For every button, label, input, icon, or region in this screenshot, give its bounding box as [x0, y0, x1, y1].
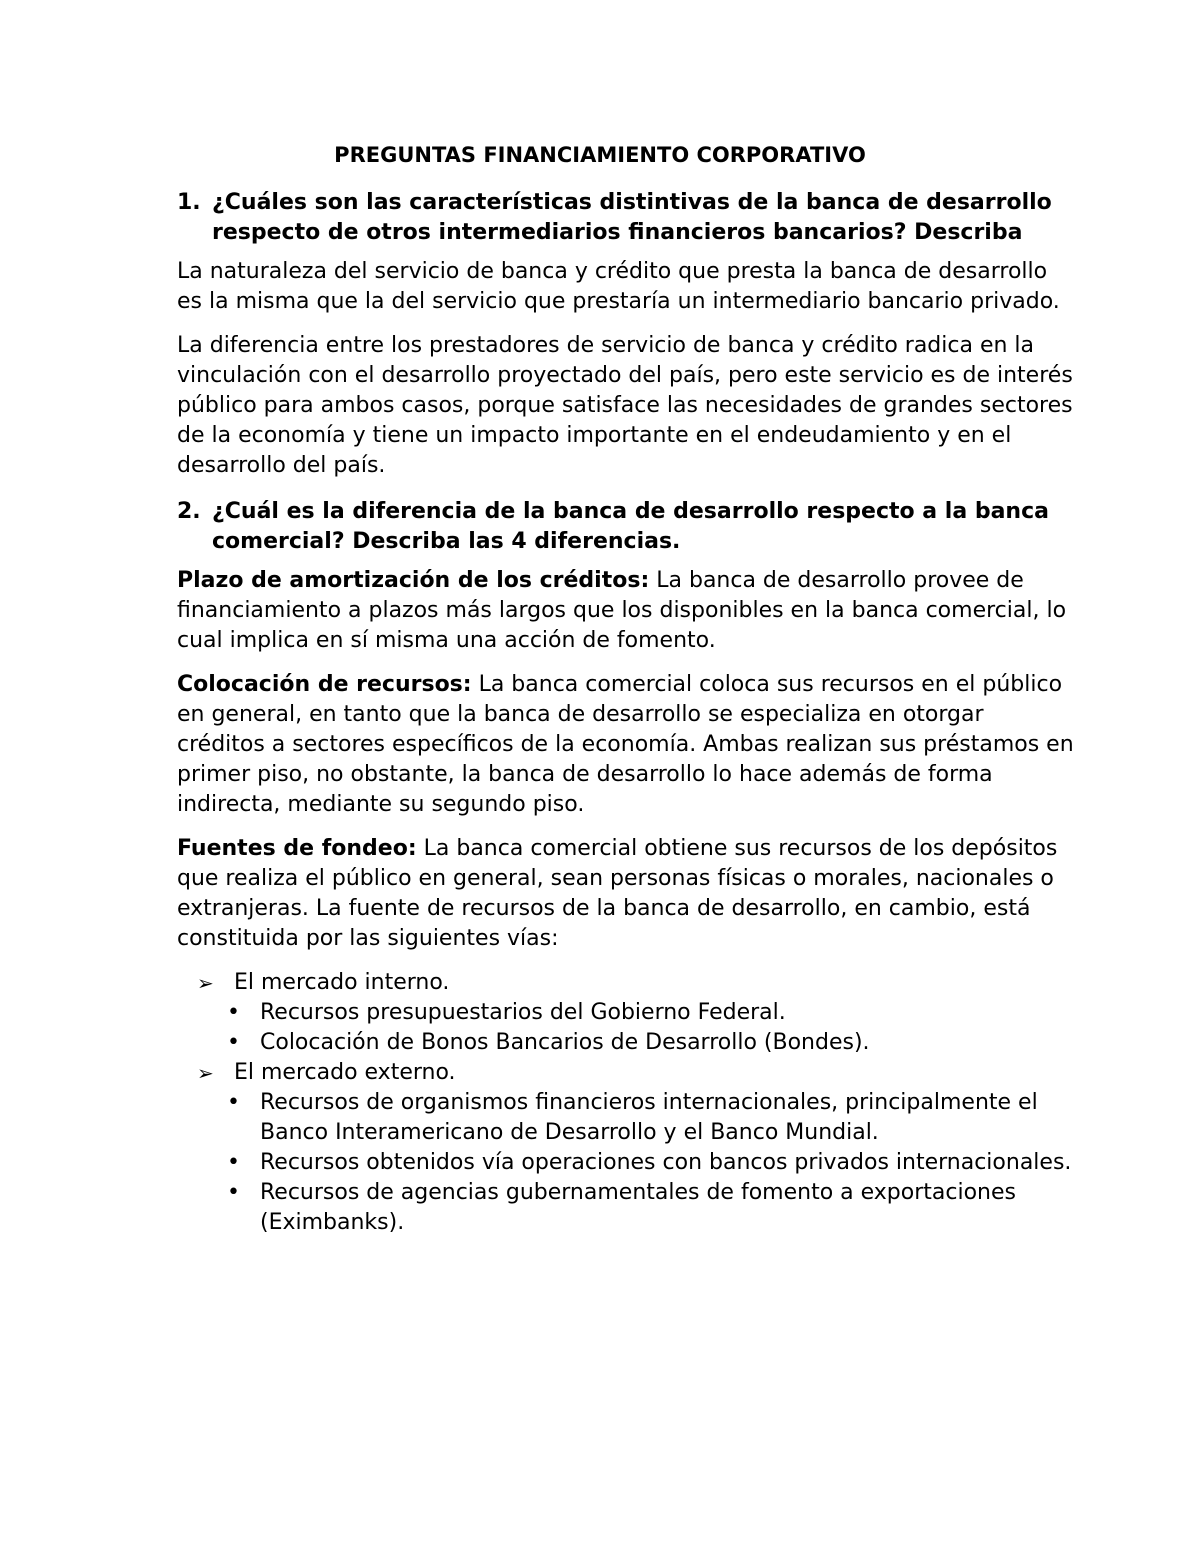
document-body [177, 140, 1077, 1238]
sub-list [227, 998, 1077, 1058]
difference-text: La banca comercial coloca sus recursos en el público en general, en tanto que la banca de desarrollo se especializa en otorgar créditos a sectores específicos de la economía. Ambas realizan sus préstamos en primer piso, no obstante, la banca de desarrollo lo hace además de forma indirecta, mediante su segundo piso. [177, 672, 1074, 817]
difference-text: La banca de desarrollo provee de financiamiento a plazos más largos que los disponibles en la banca comercial, lo cual implica en sí misma una acción de fomento. [177, 568, 1067, 653]
list-item-label: El mercado externo. [234, 1060, 456, 1085]
list-item [177, 1178, 1077, 1238]
question-2 [177, 497, 1077, 557]
question-number: 1. [177, 190, 201, 215]
question-1 [177, 188, 1077, 248]
list-item-text: Colocación de Bonos Bancarios de Desarrollo (Bondes). [260, 1030, 870, 1055]
difference-paragraph-3 [177, 834, 1077, 954]
list-item [177, 1088, 1077, 1148]
list-item-text: Recursos presupuestarios del Gobierno Federal. [260, 1000, 786, 1025]
arrow-bullet-icon: ➢ [197, 1061, 214, 1085]
arrow-bullet-icon: ➢ [197, 971, 214, 995]
question-number: 2. [177, 499, 201, 524]
list-item-text: Recursos de agencias gubernamentales de fomento a exportaciones (Eximbanks). [260, 1180, 1016, 1235]
list-item [177, 1148, 1077, 1178]
sub-list [227, 1088, 1077, 1238]
difference-term: Plazo de amortización de los créditos: [177, 568, 650, 593]
question-text: ¿Cuáles son las características distintivas de la banca de desarrollo respecto de otros intermediarios financieros bancarios? Describa [212, 190, 1052, 245]
difference-text: La banca comercial obtiene sus recursos de los depósitos que realiza el público en general, sean personas físicas o morales, nacionales o extranjeras. La fuente de recursos de la banca de desarrollo, en cambio, está constituida por las siguientes vías: [177, 836, 1058, 951]
list-item [177, 1058, 1077, 1238]
bullet-icon: • [227, 1180, 240, 1205]
bullet-icon: • [227, 1030, 240, 1055]
list-item [177, 998, 1077, 1028]
list-item-text: Recursos obtenidos vía operaciones con bancos privados internacionales. [260, 1150, 1072, 1175]
bullet-icon: • [227, 1000, 240, 1025]
bullet-icon: • [227, 1150, 240, 1175]
document-title: PREGUNTAS FINANCIAMIENTO CORPORATIVO [334, 143, 866, 167]
list-item [177, 1028, 1077, 1058]
list-item [177, 968, 1077, 1058]
difference-term: Colocación de recursos: [177, 672, 472, 697]
answer-paragraph-1: La naturaleza del servicio de banca y crédito que presta la banca de desarrollo es la misma que la del servicio que prestaría un intermediario bancario privado. [177, 259, 1060, 314]
difference-term: Fuentes de fondeo: [177, 836, 417, 861]
answer-paragraph-2: La diferencia entre los prestadores de servicio de banca y crédito radica en la vinculación con el desarrollo proyectado del país, pero este servicio es de interés público para ambos casos, porque satisface las necesidades de grandes sectores de la economía y tiene un impacto importante en el endeudamiento y en el desarrollo del país. [177, 333, 1073, 478]
difference-paragraph-2 [177, 670, 1077, 820]
question-text: ¿Cuál es la diferencia de la banca de desarrollo respecto a la banca comercial? Describa las 4 diferencias. [212, 499, 1049, 554]
funding-sources-list [177, 968, 1077, 1238]
list-item-label: El mercado interno. [234, 970, 450, 995]
bullet-icon: • [227, 1090, 240, 1115]
difference-paragraph-1 [177, 566, 1077, 656]
list-item-text: Recursos de organismos financieros internacionales, principalmente el Banco Interamericano de Desarrollo y el Banco Mundial. [260, 1090, 1038, 1145]
